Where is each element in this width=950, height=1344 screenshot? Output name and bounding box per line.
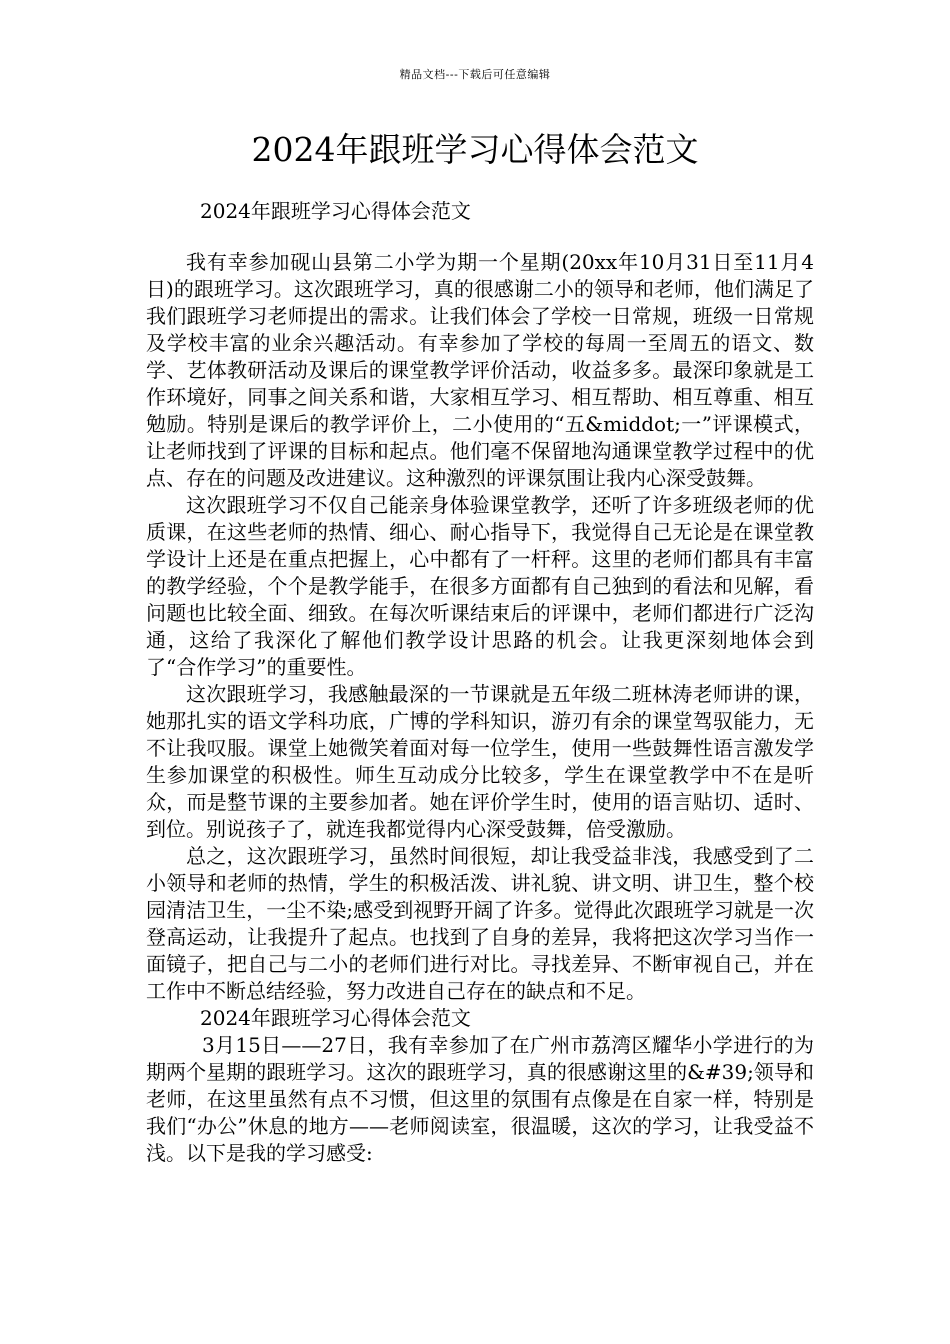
header-note: 精品文档---下载后可任意编辑 <box>399 68 551 81</box>
body-paragraph: 我有幸参加砚山县第二小学为期一个星期(20xx年10月31日至11月4日)的跟班学习。这次跟班学习，真的很感谢二小的领导和老师，他们满足了我们跟班学习老师提出的需求。让我们体会了学校一日常规，班级一日常规及学校丰富的业余兴趣活动。有幸参加了学校的每周一至周五的语文、数学、艺体教研活动及课后的课堂教学评价活动，收益多多。最深印象就是工作环境好，同事之间关系和谐，大家相互学习、相互帮助、相互尊重、相互勉励。特别是课后的教学评价上，二小使用的“五&middot;一”评课模式，让老师找到了评课的目标和起点。他们毫不保留地沟通课堂教学过程中的优点、存在的问题及改进建议。这种激烈的评课氛围让我内心深受鼓舞。 <box>146 250 814 490</box>
body-paragraph: 这次跟班学习，我感触最深的一节课就是五年级二班林涛老师讲的课，她那扎实的语文学科功底，广博的学科知识，游刃有余的课堂驾驭能力，无不让我叹服。课堂上她微笑着面对每一位学生，使用一些鼓舞性语言激发学生参加课堂的积极性。师生互动成分比较多，学生在课堂教学中不在是听众，而是整节课的主要参加者。她在评价学生时，使用的语言贴切、适时、到位。别说孩子了，就连我都觉得内心深受鼓舞，倍受激励。 <box>146 682 814 841</box>
section-subtitle: 2024年跟班学习心得体会范文 <box>200 199 471 223</box>
section-subtitle: 2024年跟班学习心得体会范文 <box>200 1006 471 1030</box>
document-title: 2024年跟班学习心得体会范文 <box>251 130 699 169</box>
document-body <box>146 198 814 1167</box>
body-paragraph: 总之，这次跟班学习，虽然时间很短，却让我受益非浅，我感受到了二小领导和老师的热情，学生的积极活泼、讲礼貌、讲文明、讲卫生，整个校园清洁卫生，一尘不染;感受到视野开阔了许多。觉得此次跟班学习就是一次登高运动，让我提升了起点。也找到了自身的差异，我将把这次学习当作一面镜子，把自己与二小的老师们进行对比。寻找差异、不断审视自己，并在工作中不断总结经验，努力改进自己存在的缺点和不足。 <box>146 844 814 1003</box>
body-paragraph: 这次跟班学习不仅自己能亲身体验课堂教学，还听了许多班级老师的优质课，在这些老师的热情、细心、耐心指导下，我觉得自己无论是在课堂教学设计上还是在重点把握上，心中都有了一杆秤。这里的老师们都具有丰富的教学经验，个个是教学能手，在很多方面都有自己独到的看法和见解，看问题也比较全面、细致。在每次听课结束后的评课中，老师们都进行广泛沟通，这给了我深化了解他们教学设计思路的机会。让我更深刻地体会到了“合作学习”的重要性。 <box>146 493 814 679</box>
body-paragraph: 3月15日——27日，我有幸参加了在广州市荔湾区耀华小学进行的为期两个星期的跟班学习。这次的跟班学习，真的很感谢这里的&#39;领导和老师，在这里虽然有点不习惯，但这里的氛围有点像是在自家一样，特别是我们“办公”休息的地方——老师阅读室，很温暖，这次的学习，让我受益不浅。以下是我的学习感受: <box>146 1033 814 1165</box>
